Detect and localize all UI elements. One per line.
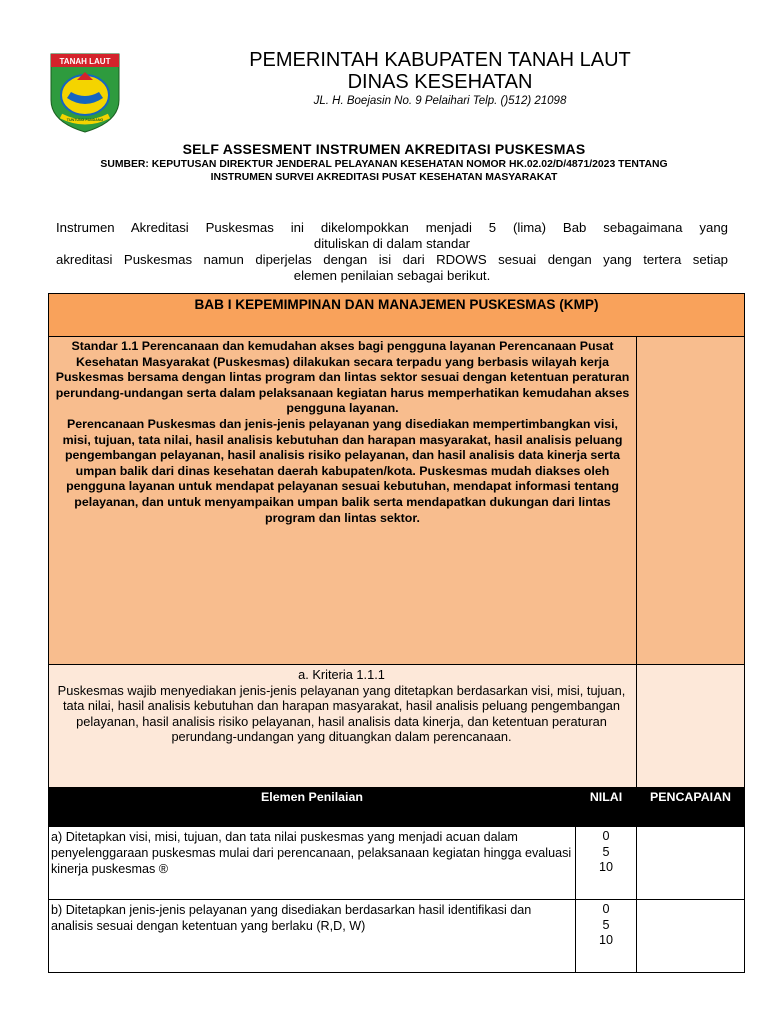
header-elemen-penilaian: Elemen Penilaian [49,788,576,827]
nilai-options [576,900,637,973]
header-address: JL. H. Boejasin No. 9 Pelaihari Telp. ()512) 21098 [313,95,567,107]
standar-side-cell [637,337,745,665]
nilai-value: 5 [602,844,610,859]
document-title: SELF ASSESMENT INSTRUMEN AKREDITASI PUSKESMAS [182,141,586,157]
bab-title: BAB I KEPEMIMPINAN DAN MANAJEMEN PUSKESMAS (KMP) [49,294,745,337]
bab-row [49,294,745,337]
nilai-value: 10 [598,860,613,874]
kriteria-label: a. Kriteria 1.1.1 [298,667,385,682]
kriteria-side-cell [637,665,745,788]
header-government-name: PEMERINTAH KABUPATEN TANAH LAUT [249,49,631,71]
nilai-options [576,827,637,900]
header-department-name: DINAS KESEHATAN [347,71,533,93]
header-nilai: NILAI [576,788,637,827]
tanah-laut-emblem-icon [47,50,123,134]
logo-text: TANAH LAUT [59,57,111,66]
standar-row [49,337,745,665]
intro-line-3: akreditasi Puskesmas namun diperjelas dengan isi dari RDOWS sesuai dengan yang tertera setiap [56,252,728,267]
header-pencapaian: PENCAPAIAN [637,788,745,827]
nilai-value: 0 [602,902,610,916]
document-source-line-2: INSTRUMEN SURVEI AKREDITASI PUSAT KESEHATAN MASYARAKAT [210,172,558,183]
table-row [49,827,745,900]
table-header-row [49,788,745,827]
standar-paragraph-1: Standar 1.1 Perencanaan dan kemudahan akses bagi pengguna layanan Perencanaan Pusat Kesehatan Masyarakat (Puskesmas) dilakukan secara terpadu yang berbasis wilayah kerja Puskesmas bersama dengan lintas program dan lintas sektor sesuai dengan ketentuan peraturan perundang-undangan serta dalam pelaksanaan kegiatan harus memperhatikan kemudahan akses pengguna layanan. [55,339,630,416]
elemen-description: b) Ditetapkan jenis-jenis pelayanan yang disediakan berdasarkan hasil identifikasi dan analisis sesuai dengan ketentuan yang berlaku (R,D, W) [49,900,576,973]
nilai-value: 0 [602,829,610,843]
kriteria-text: Puskesmas wajib menyediakan jenis-jenis pelayanan yang ditetapkan berdasarkan visi, misi, tujuan, tata nilai, hasil analisis kebutuhan dan harapan masyarakat, hasil analisis peluang pengembangan pelayanan, hasil analisis risiko pelayanan, hasil analisis data kinerja, dan ketentuan peraturan perundang-undangan yang dituangkan dalam perencanaan. [57,682,626,744]
intro-line-2: dituliskan di dalam standar [313,236,471,251]
pencapaian-cell[interactable] [637,900,745,973]
standar-paragraph-2: Perencanaan Puskesmas dan jenis-jenis pelayanan yang disediakan mempertimbangkan visi, misi, tujuan, tata nilai, hasil analisis kebutuhan dan harapan masyarakat, hasil analisis peluang pengembangan pelayanan, hasil analisis risiko pelayanan, dan hasil analisis data kinerja serta umpan balik dari dinas kesehatan daerah kabupaten/kota. Puskesmas mudah diakses oleh pengguna layanan untuk mendapat pelayanan sesuai kebutuhan, mendapat informasi tentang pelayanan, dan untuk menyampaikan umpan balik serta mendapatkan dukungan dari lintas program dan lintas sektor. [62,416,623,525]
logo-motto: TUNTUNG PANDANG [66,118,104,122]
intro-line-1: Instrumen Akreditasi Puskesmas ini dikelompokkan menjadi 5 (lima) Bab sebagaimana yang [56,220,728,235]
intro-paragraph [56,220,728,284]
assessment-table [48,293,745,973]
kriteria-row [49,665,745,788]
document-source [40,158,728,184]
document-source-line-1: SUMBER: KEPUTUSAN DIREKTUR JENDERAL PELAYANAN KESEHATAN NOMOR HK.02.02/D/4871/2023 TENTANG [100,159,668,170]
table-row [49,900,745,973]
elemen-description: a) Ditetapkan visi, misi, tujuan, dan tata nilai puskesmas yang menjadi acuan dalam penyelenggaraan puskesmas mulai dari perencanaan, pelaksanaan kegiatan hingga evaluasi kinerja puskesmas ® [49,827,576,900]
standar-cell [49,337,637,665]
pencapaian-cell[interactable] [637,827,745,900]
nilai-value: 5 [602,917,610,932]
kriteria-cell [49,665,637,788]
intro-line-4: elemen penilaian sebagai berikut. [293,268,491,283]
nilai-value: 10 [598,933,613,947]
